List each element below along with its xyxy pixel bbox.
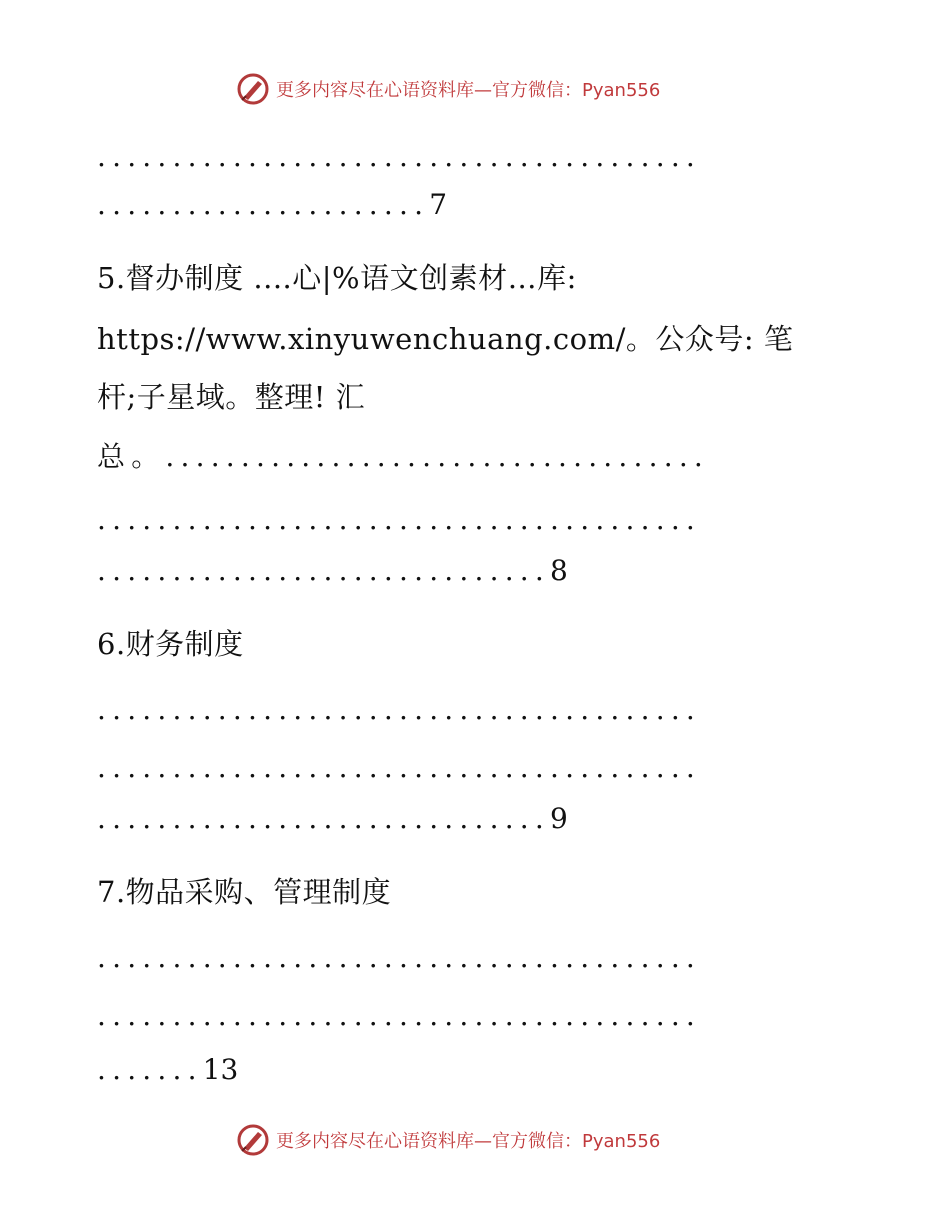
toc-dots-line [97, 1050, 238, 1090]
header-banner [236, 72, 660, 106]
footer-banner-text: 更多内容尽在心语资料库—官方微信：Pyan556 [276, 1131, 661, 1152]
toc-dots-line [97, 551, 568, 591]
toc-item-5-continued: 杆;子星域。整理! 汇 [97, 380, 366, 414]
pen-logo-icon [236, 1123, 270, 1157]
toc-dots-line [97, 799, 568, 839]
toc-dots-line: ........................................ [97, 941, 702, 974]
header-banner-text: 更多内容尽在心语资料库—官方微信：Pyan556 [276, 80, 661, 101]
toc-dots: .............................. [97, 554, 551, 587]
footer-banner [236, 1123, 660, 1157]
toc-item-5-title: 5.督办制度 ....心|%语文创素材…库: [97, 261, 577, 295]
toc-page-number: 9 [550, 802, 568, 835]
toc-item-6-title: 6.财务制度 [97, 627, 244, 661]
toc-dots: ....... [97, 1053, 203, 1086]
toc-item-5-continued-dots: 总。.................................... [97, 440, 710, 473]
toc-dots-line: ........................................ [97, 503, 702, 536]
toc-page-number: 8 [550, 554, 568, 587]
pen-logo-icon [236, 72, 270, 106]
toc-item-5-url: https://www.xinyuwenchuang.com/。公众号: 笔 [97, 322, 794, 356]
toc-page-number: 7 [429, 188, 448, 221]
toc-dots: ...................... [97, 188, 430, 221]
toc-dots-line: ........................................ [97, 999, 702, 1032]
toc-dots-line: ........................................ [97, 140, 702, 173]
toc-page-number: 13 [202, 1053, 239, 1086]
toc-dots-line [97, 185, 447, 225]
toc-dots-line: ........................................ [97, 751, 702, 784]
toc-dots: .............................. [97, 802, 551, 835]
toc-item-7-title: 7.物品采购、管理制度 [97, 875, 392, 909]
toc-dots-line: ........................................ [97, 693, 702, 726]
